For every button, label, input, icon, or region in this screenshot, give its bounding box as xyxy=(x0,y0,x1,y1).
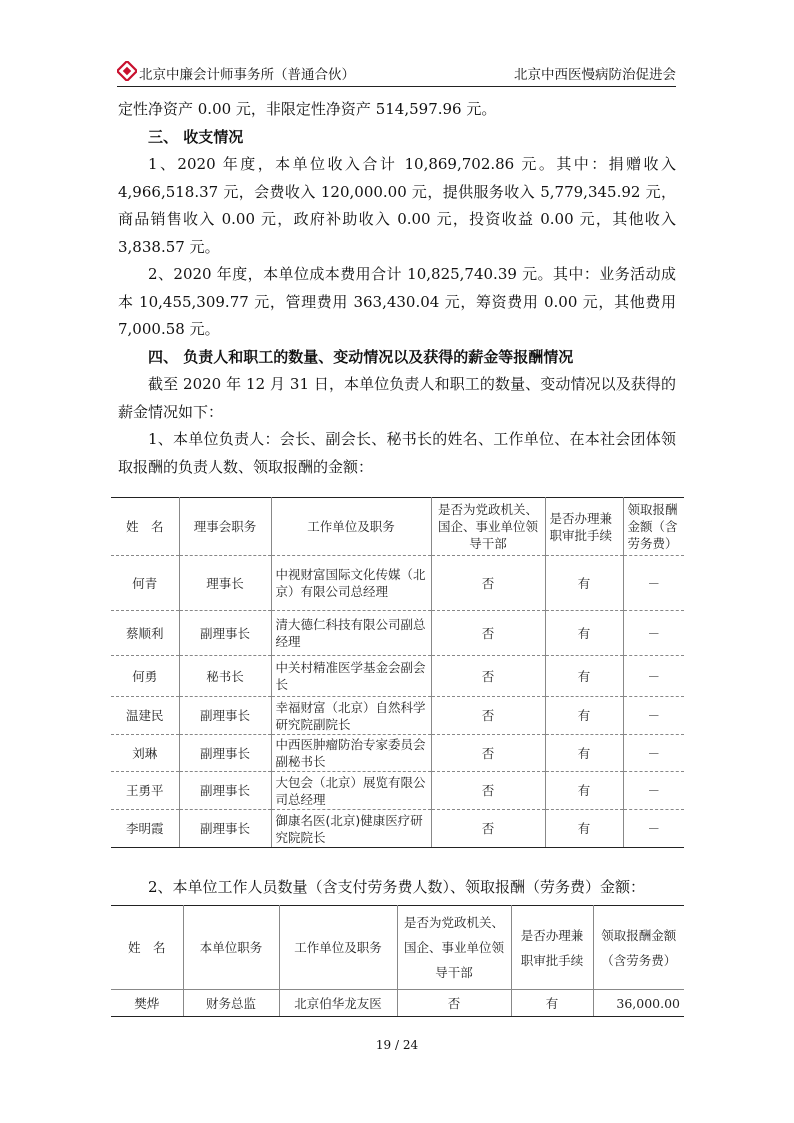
cell: 副理事长 xyxy=(179,611,271,656)
cell: 有 xyxy=(545,697,623,735)
firm-name: 北京中廉会计师事务所（普通合伙） xyxy=(139,67,355,83)
cell: 有 xyxy=(545,735,623,772)
cell: 中西医肿瘤防治专家委员会副秘书长 xyxy=(271,735,431,772)
cell: 副理事长 xyxy=(179,735,271,772)
table-row xyxy=(111,810,684,848)
cell: 否 xyxy=(431,611,545,656)
cell: 蔡顺利 xyxy=(111,611,179,656)
header-cell: 领取报酬金额（含劳务费） xyxy=(593,906,684,990)
section-heading-staff: 四、 负责人和职工的数量、变动情况以及获得的薪金等报酬情况 xyxy=(148,347,574,366)
header-cell: 是否办理兼职审批手续 xyxy=(511,906,593,990)
header-cell: 姓 名 xyxy=(111,906,183,990)
cell: － xyxy=(623,810,684,848)
table-row xyxy=(111,656,684,697)
cell: 副理事长 xyxy=(179,772,271,810)
cell: 北京伯华龙友医 xyxy=(279,990,397,1017)
cell: 否 xyxy=(431,735,545,772)
cell: － xyxy=(623,556,684,611)
table-row xyxy=(111,772,684,810)
cell: 何青 xyxy=(111,556,179,611)
section-heading-income: 三、 收支情况 xyxy=(148,127,244,146)
paragraph-income: 1、2020 年度，本单位收入合计 10,869,702.86 元。其中：捐赠收入 4,966,518.37 元，会费收入 120,000.00 元，提供服务收入 5,779,345.92 元，商品销售收入 0.00 元，政府补助收入 0.00 元，投资收益 0.00 元，其他收入 3,838.57 元。 xyxy=(118,155,676,256)
cell: 否 xyxy=(431,656,545,697)
cell: 副理事长 xyxy=(179,810,271,848)
cell: 王勇平 xyxy=(111,772,179,810)
cell: 御康名医(北京)健康医疗研究院院长 xyxy=(271,810,431,848)
table-header-row xyxy=(111,906,684,990)
cell: 36,000.00 xyxy=(593,990,684,1017)
cell: 大包会（北京）展览有限公司总经理 xyxy=(271,772,431,810)
cell: － xyxy=(623,611,684,656)
header-cell: 姓 名 xyxy=(111,498,179,556)
cell: 何勇 xyxy=(111,656,179,697)
body-text xyxy=(118,96,676,481)
header-cell: 理事会职务 xyxy=(179,498,271,556)
header-cell: 本单位职务 xyxy=(183,906,279,990)
staff-table-caption: 2、本单位工作人员数量（含支付劳务费人数）、领取报酬（劳务费）金额： xyxy=(148,878,646,896)
header-cell: 工作单位及职务 xyxy=(279,906,397,990)
cell: 有 xyxy=(545,772,623,810)
cell: 有 xyxy=(545,656,623,697)
cell: 有 xyxy=(545,556,623,611)
header-cell: 是否办理兼职审批手续 xyxy=(545,498,623,556)
table-row xyxy=(111,556,684,611)
paragraph-expense: 2、2020 年度，本单位成本费用合计 10,825,740.39 元。其中：业务活动成本 10,455,309.77 元，管理费用 363,430.04 元，筹资费用 0.00 元，其他费用 7,000.58 元。 xyxy=(118,265,676,338)
cell: 财务总监 xyxy=(183,990,279,1017)
cell: 否 xyxy=(397,990,511,1017)
paragraph-leaders: 1、本单位负责人：会长、副会长、秘书长的姓名、工作单位、在本社会团体领取报酬的负责人数、领取报酬的金额： xyxy=(118,430,676,476)
page-number: 19 / 24 xyxy=(375,1038,419,1052)
table-row xyxy=(111,735,684,772)
cell: 幸福财富（北京）自然科学研究院副院长 xyxy=(271,697,431,735)
cell: 中视财富国际文化传媒（北京）有限公司总经理 xyxy=(271,556,431,611)
header-cell: 领取报酬金额（含劳务费） xyxy=(623,498,684,556)
header-cell: 是否为党政机关、国企、事业单位领导干部 xyxy=(397,906,511,990)
cell: 否 xyxy=(431,556,545,611)
cell: 刘琳 xyxy=(111,735,179,772)
paragraph-staff-intro: 截至 2020 年 12 月 31 日，本单位负责人和职工的数量、变动情况以及获得的薪金情况如下： xyxy=(118,375,676,421)
cell: 否 xyxy=(431,772,545,810)
cell: 李明霞 xyxy=(111,810,179,848)
cell: 理事长 xyxy=(179,556,271,611)
header-cell: 工作单位及职务 xyxy=(271,498,431,556)
staff-table xyxy=(111,905,684,1017)
cell: 温建民 xyxy=(111,697,179,735)
table-row xyxy=(111,611,684,656)
table-row xyxy=(111,990,684,1017)
cell: － xyxy=(623,697,684,735)
cell: 否 xyxy=(431,697,545,735)
cell: 有 xyxy=(511,990,593,1017)
client-name: 北京中西医慢病防治促进会 xyxy=(514,67,676,83)
table-row xyxy=(111,697,684,735)
page-header xyxy=(117,56,676,87)
firm-logo-icon xyxy=(117,61,137,81)
cell: 否 xyxy=(431,810,545,848)
cell: － xyxy=(623,772,684,810)
header-cell: 是否为党政机关、国企、事业单位领导干部 xyxy=(431,498,545,556)
table-header-row xyxy=(111,498,684,556)
cell: 樊烨 xyxy=(111,990,183,1017)
cell: 秘书长 xyxy=(179,656,271,697)
cell: － xyxy=(623,735,684,772)
cell: 有 xyxy=(545,810,623,848)
leaders-table xyxy=(111,497,684,848)
paragraph-net-assets: 定性净资产 0.00 元，非限定性净资产 514,597.96 元。 xyxy=(118,100,497,118)
cell: － xyxy=(623,656,684,697)
cell: 中关村精准医学基金会副会长 xyxy=(271,656,431,697)
cell: 有 xyxy=(545,611,623,656)
cell: 副理事长 xyxy=(179,697,271,735)
cell: 清大德仁科技有限公司副总经理 xyxy=(271,611,431,656)
